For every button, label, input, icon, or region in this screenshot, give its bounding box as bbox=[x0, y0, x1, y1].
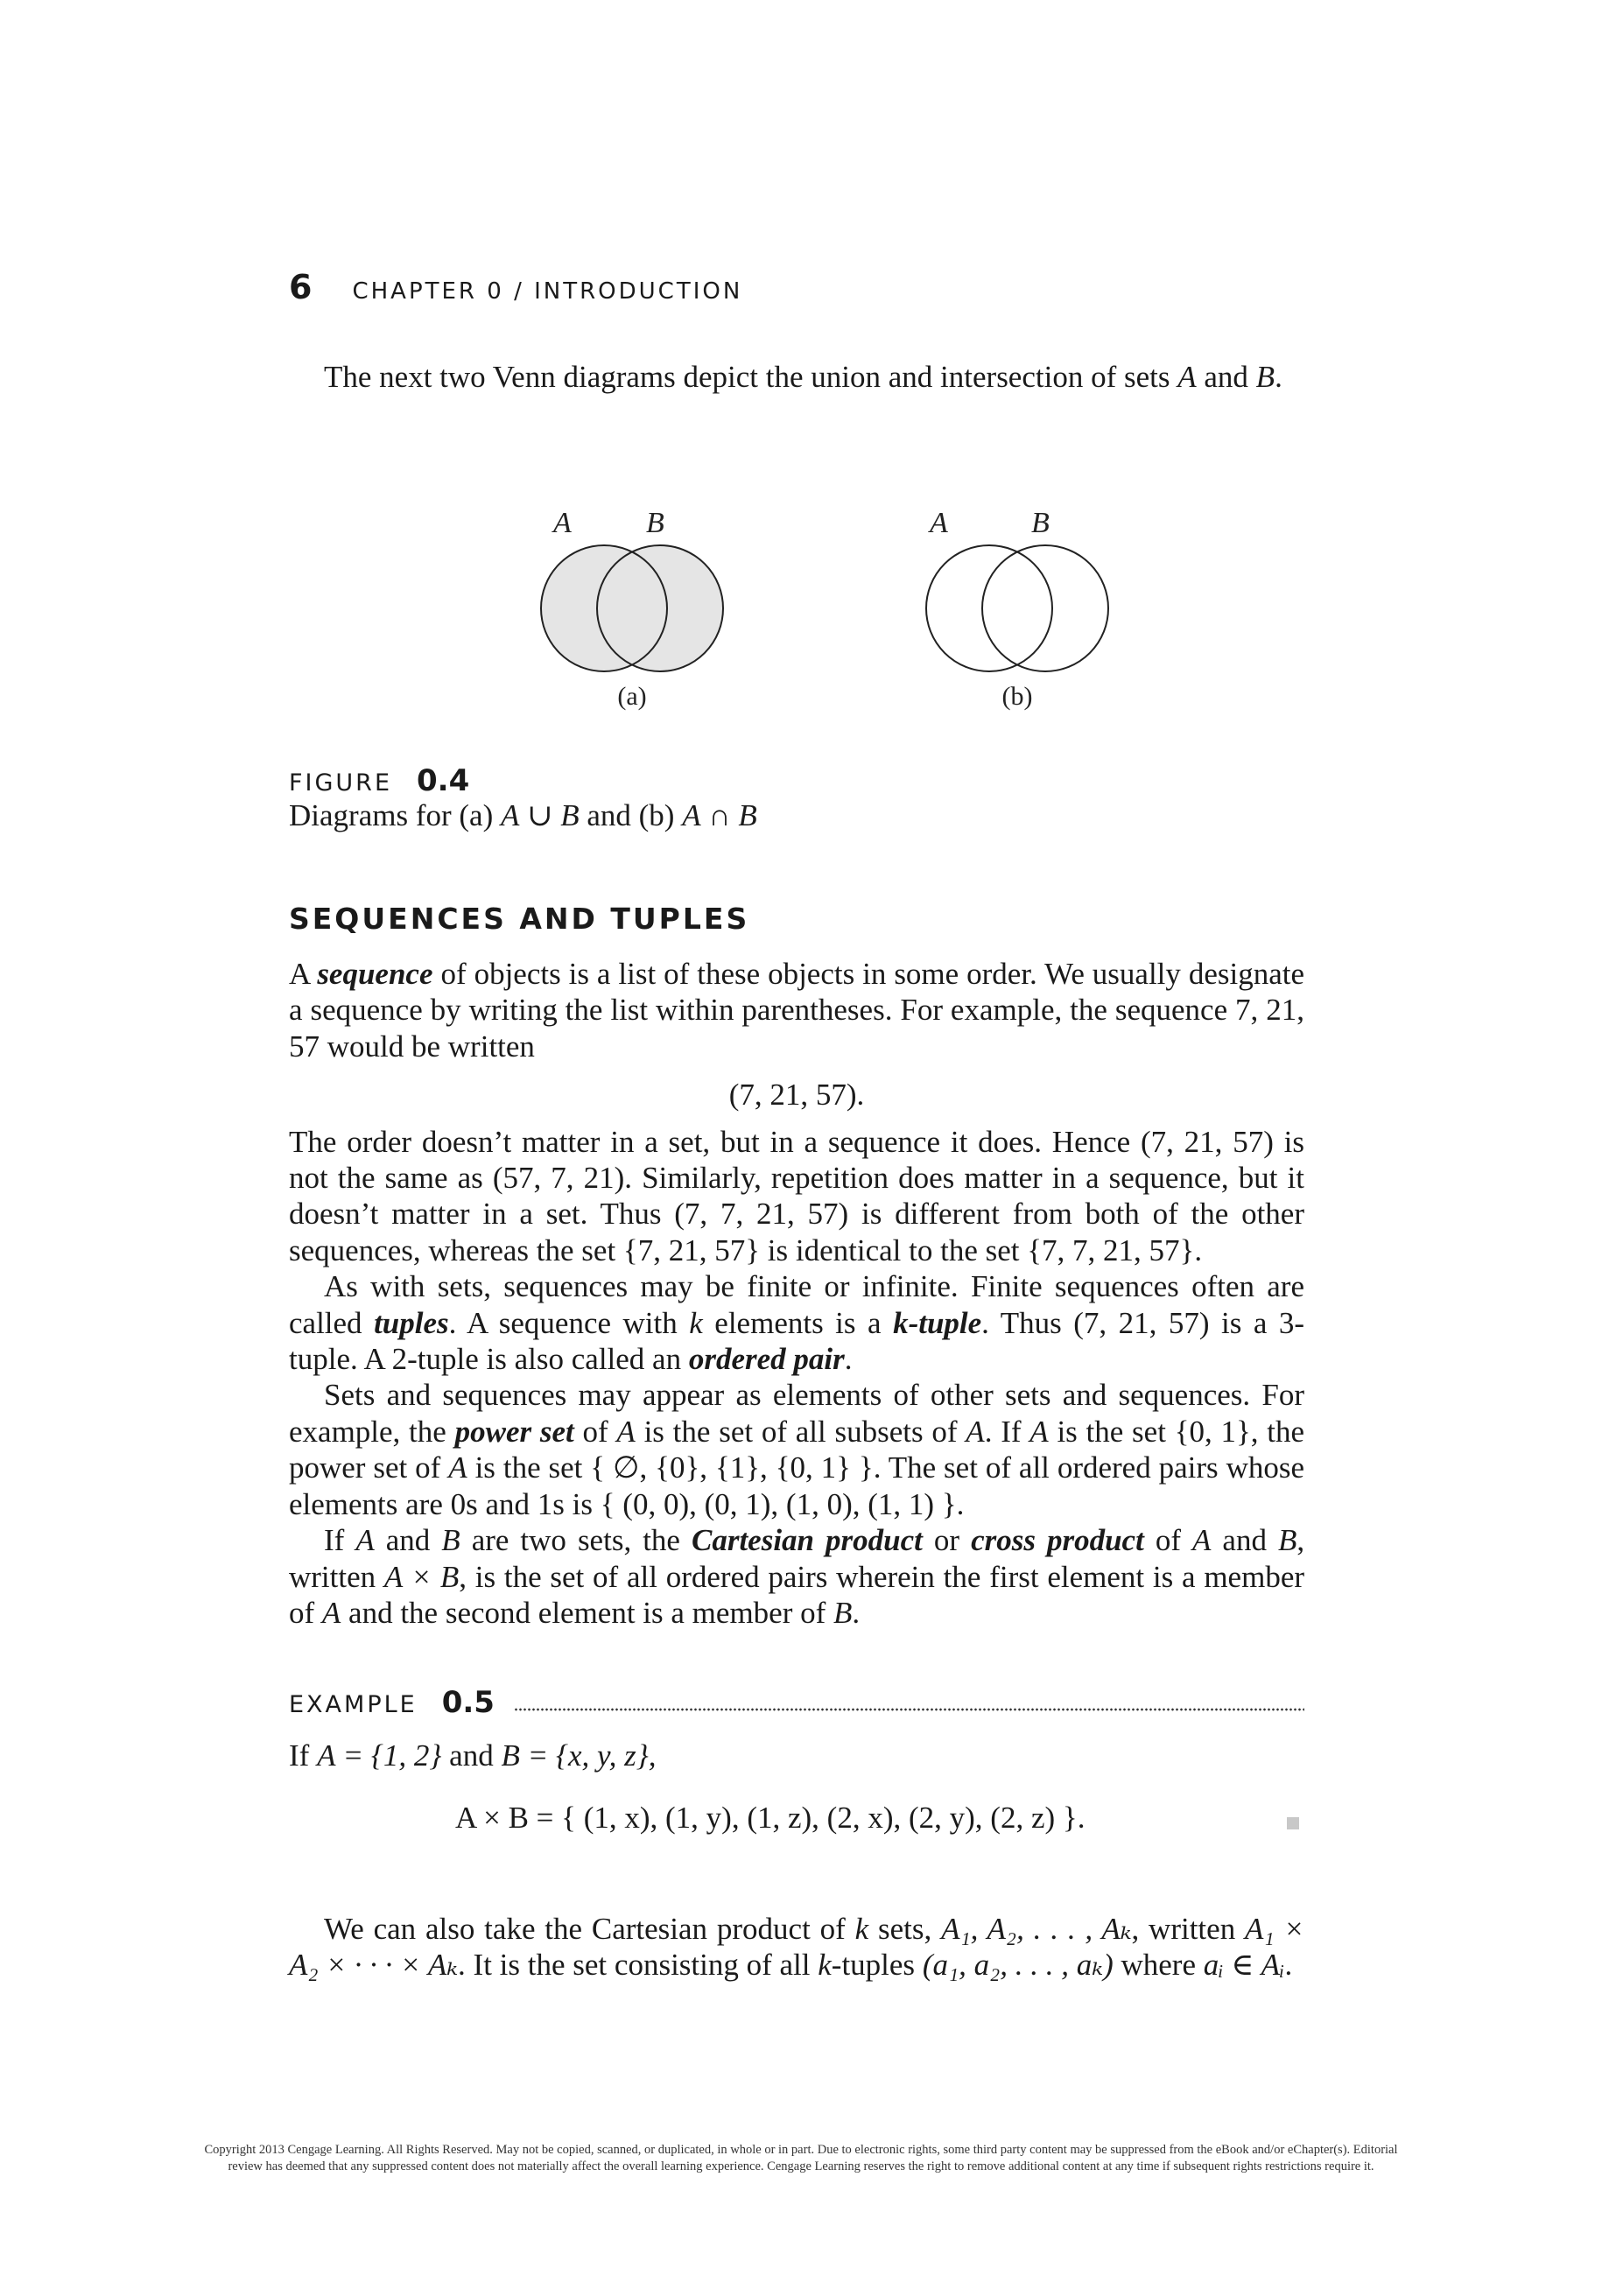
page-number: 6 bbox=[289, 268, 313, 306]
paragraph-cartesian: If A and B are two sets, the Cartesian product or cross product of A and B, written A × B, is the set of all ordered pairs wherein the first element is a member of A and the second element is a member of B. bbox=[289, 1523, 1305, 1630]
intersection-label-a: A bbox=[930, 507, 948, 539]
example-display: A × B = { (1, x), (1, y), (1, z), (2, x), (2, y), (2, z) }. bbox=[455, 1801, 1086, 1835]
section-title: SEQUENCES AND TUPLES bbox=[289, 902, 750, 936]
intro-and: and bbox=[1204, 360, 1248, 394]
sub-label-a: (a) bbox=[617, 682, 647, 711]
term-power-set: power set bbox=[454, 1414, 574, 1449]
union-label-b: B bbox=[646, 507, 664, 539]
term-sequence: sequence bbox=[317, 957, 433, 991]
copyright-footer: Copyright 2013 Cengage Learning. All Rights Reserved. May not be copied, scanned, or duplicated, in whole or in part. Due to electronic rights, some third party content may be suppressed from the eBook and/or eChapter(s). Editorial review has deemed that any suppressed content does not materially affect the overall learning experience. Cengage Learning reserves the right to remove additional content at any time if subsequent rights restrictions require it. bbox=[204, 2143, 1398, 2173]
venn-diagrams bbox=[473, 490, 1121, 727]
union-label-a: A bbox=[553, 507, 572, 539]
caption-and: and (b) bbox=[587, 798, 675, 832]
example-word: EXAMPLE bbox=[289, 1691, 418, 1718]
display-sequence: (7, 21, 57). bbox=[728, 1078, 865, 1113]
intro-var-b: B bbox=[1255, 360, 1275, 394]
figure-word: FIGURE bbox=[289, 769, 392, 797]
intersection-label-b: B bbox=[1031, 507, 1050, 539]
example-body bbox=[289, 1738, 1304, 1773]
term-tuples: tuples bbox=[374, 1305, 449, 1340]
venn-union bbox=[541, 507, 723, 711]
figure-heading bbox=[289, 763, 469, 798]
example-rule bbox=[514, 1707, 1304, 1712]
intro-text: The next two Venn diagrams depict the union and intersection of sets bbox=[324, 360, 1170, 394]
intro-paragraph: The next two Venn diagrams depict the union and intersection of sets A and B. bbox=[324, 360, 1282, 394]
term-cartesian-product: Cartesian product bbox=[691, 1523, 923, 1558]
intersection-fill bbox=[961, 545, 1087, 671]
paragraph-order: The order doesn’t matter in a set, but in a sequence it does. Hence (7, 21, 57) is not the same as (57, 7, 21). Similarly, repetition does matter in a sequence, but it doesn’t matter in a set. Thus (7, 7, 21, 57) is different from both of the other sequences, whereas the set {7, 21, 57} is identical to the set {7, 7, 21, 57}. bbox=[289, 1124, 1304, 1267]
term-cross-product: cross product bbox=[971, 1523, 1144, 1558]
term-ordered-pair: ordered pair bbox=[688, 1342, 845, 1377]
paragraph-power-set: Sets and sequences may appear as elements of other sets and sequences. For example, the power set of A is the set of all subsets of A. If A is the set {0, 1}, the power set of A is the set { ∅, {0}, {1}, {0, 1} }. The set of all ordered pairs whose elements are 0s and 1s is { (0, 0), (0, 1), (1, 0), (1, 1) }. bbox=[289, 1378, 1305, 1521]
paragraph-sequence: A sequence of objects is a list of these objects in some order. We usually designate a sequence by writing the list within parentheses. For example, the sequence 7, 21, 57 would be written bbox=[289, 957, 1305, 1064]
sub-label-b: (b) bbox=[1001, 682, 1033, 711]
caption-prefix: Diagrams for (a) bbox=[289, 798, 494, 832]
section-body bbox=[289, 956, 1304, 1631]
intersection-circle-a bbox=[926, 545, 1052, 671]
running-head bbox=[289, 268, 742, 306]
example-heading bbox=[289, 1685, 1304, 1720]
paragraph-tuples: As with sets, sequences may be finite or infinite. Finite sequences often are called tuples. A sequence with k elements is a k-tuple. Thus (7, 21, 57) is a 3-tuple. A 2-tuple is also called an ordered pair. bbox=[289, 1269, 1305, 1377]
figure-caption: Diagrams for (a) A ∪ B and (b) A ∩ B bbox=[289, 798, 757, 832]
chapter-title: CHAPTER 0 / INTRODUCTION bbox=[352, 278, 743, 305]
figure-number: 0.4 bbox=[417, 763, 470, 798]
venn-svg bbox=[473, 490, 1121, 727]
end-of-example-mark bbox=[1287, 1817, 1299, 1829]
example-line: If A = {1, 2} and B = {x, y, z}, bbox=[289, 1738, 657, 1773]
term-k-tuple: k-tuple bbox=[893, 1305, 982, 1340]
intersection-circle-b bbox=[982, 545, 1108, 671]
paragraph-k-product: We can also take the Cartesian product of k sets, A₁, A₂, . . . , Aₖ, written A₁ × A₂ × · · · × Aₖ. It is the set consisting of all k-tuples (a₁, a₂, . . . , aₖ) where aᵢ ∈ Aᵢ. bbox=[289, 1912, 1305, 1983]
example-number: 0.5 bbox=[441, 1685, 495, 1720]
intro-var-a: A bbox=[1177, 360, 1197, 394]
venn-intersection bbox=[926, 507, 1108, 711]
